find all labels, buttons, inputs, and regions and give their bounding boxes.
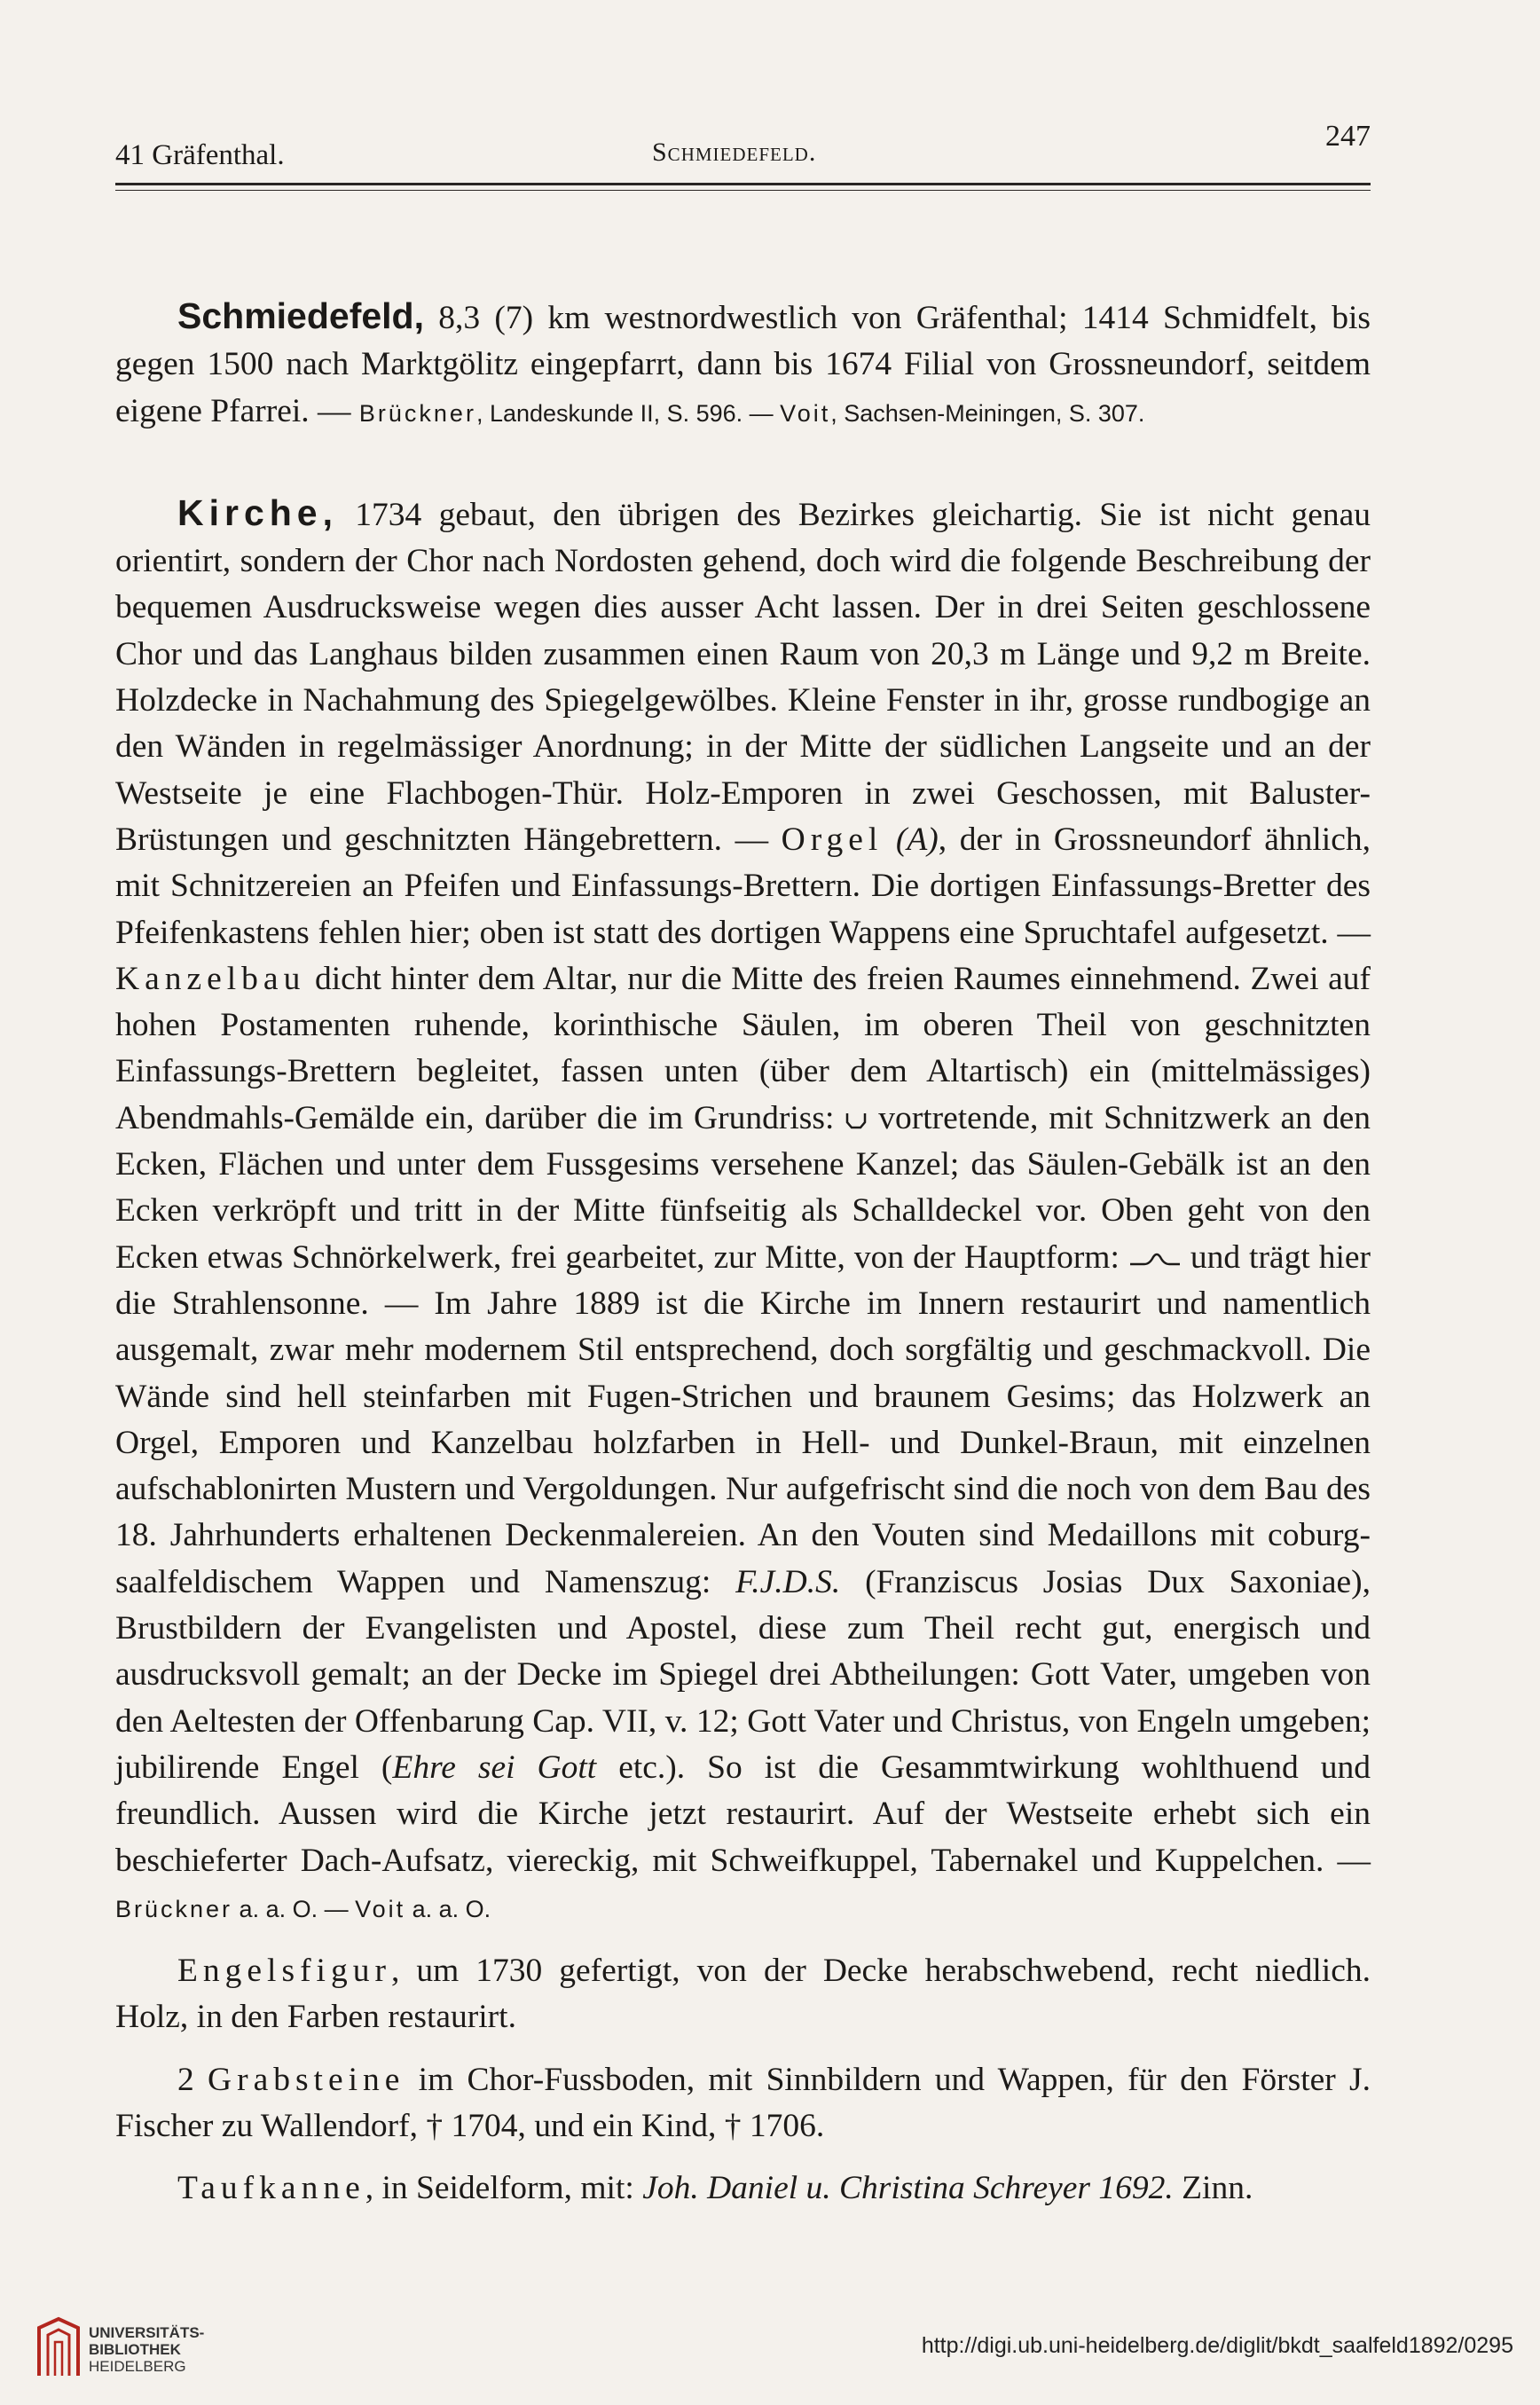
taufkanne-paragraph	[115, 2165, 1371, 2212]
taufkanne-text: , in Seidelform, mit:	[365, 2170, 643, 2207]
taufkanne-text-end: Zinn.	[1173, 2170, 1253, 2207]
grabsteine-paragraph	[115, 2057, 1371, 2150]
library-line-1: UNIVERSITÄTS-	[89, 2324, 205, 2341]
entry-heading: Schmiedefeld,	[177, 295, 424, 336]
kirche-text-6: (Franziscus Josias Dux Saxoniae), Brustbildern der Evangelisten und Apostel, diese zum Theil recht gut, energisch und ausdrucksvoll gemalt; an der Decke im Spiegel drei Abtheilungen: Gott Vater, umgeben von den Aeltesten der Offenbarung Cap. VII, v. 12; Gott Vater und Christus, von Engeln umgeben; jubilirende Engel (	[115, 1563, 1371, 1786]
library-line-3: HEIDELBERG	[89, 2358, 186, 2375]
kirche-text-3: dicht hinter dem Altar, nur die Mitte des freien Raumes einnehmend. Zwei auf hohen Postamenten ruhende, korinthische Säulen, im oberen Theil von geschnitzten Einfassungs-Brettern begleitet, fassen unten (über dem Altartisch) ein (mittelmässiges) Abendmahls-Gemälde ein, darüber die im Grundriss:	[115, 960, 1371, 1136]
header-district: 41 Gräfenthal.	[115, 139, 285, 171]
kirche-ref1-author: Brückner	[115, 1895, 233, 1922]
kirche-text-2: , der in Grossneundorf ähnlich, mit Schnitzereien an Pfeifen und Einfassungs-Brettern. Die dortigen Einfassungs-Bretter des Pfeifenkastens fehlen hier; oben ist statt des dortigen Wappens eine Spruchtafel aufgesetzt. —	[115, 821, 1371, 951]
kanzelbau-term: Kanzelbau	[115, 960, 306, 997]
header-rule-thin	[115, 190, 1371, 191]
hauptform-curve-symbol	[1128, 1250, 1182, 1268]
orgel-term: Orgel	[781, 821, 884, 858]
orgel-ref: (A)	[895, 821, 939, 858]
grabsteine-text: im Chor-Fussboden, mit Sinnbildern und Wappen, für den Förster J. Fischer zu Wallendorf, † 1704, und ein Kind, † 1706.	[115, 2061, 1371, 2144]
monogram: F.J.D.S.	[735, 1563, 841, 1600]
entry-paragraph	[115, 293, 1371, 436]
kirche-heading: Kirche,	[177, 491, 338, 533]
header-title: Schmiedefeld.	[652, 138, 817, 167]
entry-ref1-author: Brückner	[358, 399, 476, 427]
kanzel-grundriss-symbol	[845, 1111, 868, 1130]
entry-ref2-rest: , Sachsen-Meiningen, S. 307.	[830, 399, 1145, 427]
kirche-text-5: und trägt hier die Strahlensonne. — Im Jahre 1889 ist die Kirche im Innern restaurirt und namentlich ausgemalt, zwar mehr modernem Stil entsprechend, doch sorgfältig und geschmackvoll. Die Wände sind hell steinfarben mit Fugen-Strichen und braunem Gesims; das Holzwerk an Orgel, Emporen und Kanzelbau holzfarben in Hell- und Dunkel-Braun, mit einzelnen aufschablonirten Mustern und Vergoldungen. Nur aufgefrischt sind die noch von dem Bau des 18. Jahrhunderts erhaltenen Deckenmalereien. An den Vouten sind Medaillons mit coburg-saalfeldischem Wappen und Namenszug:	[115, 1238, 1371, 1600]
running-header	[115, 120, 1371, 173]
page-body	[115, 293, 1371, 2212]
grabsteine-count: 2	[177, 2061, 194, 2098]
kirche-text-7: etc.). So ist die Gesammtwirkung wohlthuend und freundlich. Aussen wird die Kirche jetzt restaurirt. Auf der Westseite erhebt sich ein beschieferter Dach-Aufsatz, viereckig, mit Schweifkuppel, Tabernakel und Kuppelchen. —	[115, 1749, 1371, 1879]
library-line-2: BIBLIOTHEK	[89, 2341, 181, 2358]
engelsfigur-text: , um 1730 gefertigt, von der Decke herabschwebend, recht niedlich. Holz, in den Farben restaurirt.	[115, 1953, 1371, 2036]
taufkanne-inscription: Joh. Daniel u. Christina Schreyer 1692.	[642, 2170, 1174, 2207]
quote-ehre-sei-gott: Ehre sei Gott	[392, 1749, 597, 1786]
kirche-text-1: 1734 gebaut, den übrigen des Bezirkes gleichartig. Sie ist nicht genau orientirt, sondern der Chor nach Nordosten gehend, doch wird die folgende Beschreibung der bequemen Ausdrucksweise wegen dies ausser Acht lassen. Der in drei Seiten geschlossene Chor und das Langhaus bilden zusammen einen Raum von 20,3 m Länge und 9,2 m Breite. Holzdecke in Nachahmung des Spiegelgewölbes. Kleine Fenster in ihr, grosse rundbogige an den Wänden in regelmässiger Anordnung; in der Mitte der südlichen Langseite und an der Westseite je eine Flachbogen-Thür. Holz-Emporen in zwei Geschossen, mit Baluster-Brüstungen und geschnitzten Hängebrettern. —	[115, 496, 1371, 858]
kirche-ref1-rest: a. a. O. —	[232, 1895, 356, 1922]
digitization-footer	[0, 2289, 1540, 2405]
section-gap	[115, 436, 1371, 490]
engelsfigur-paragraph	[115, 1948, 1371, 2041]
entry-text: 8,3 (7) km westnordwestlich von Gräfenthal; 1414 Schmidfelt, bis gegen 1500 nach Marktgölitz eingepfarrt, dann bis 1674 Filial von Grossneundorf, seitdem eigene Pfarrei. —	[115, 300, 1371, 429]
taufkanne-term: Taufkanne	[177, 2170, 365, 2207]
kirche-ref2-rest: a. a. O.	[405, 1895, 491, 1922]
page-number: 247	[1325, 120, 1371, 153]
entry-ref1-rest: , Landeskunde II, S. 596. —	[475, 399, 781, 427]
source-url-link[interactable]: http://digi.ub.uni-heidelberg.de/diglit/bkdt_saalfeld1892/0295	[921, 2333, 1513, 2358]
library-name	[89, 2324, 204, 2375]
entry-ref2-author: Voit	[780, 399, 831, 427]
header-rule-thick	[115, 183, 1371, 185]
grabsteine-term: Grabsteine	[208, 2061, 405, 2098]
ub-heidelberg-logo	[34, 2315, 83, 2379]
kirche-ref2-author: Voit	[355, 1895, 406, 1922]
engelsfigur-term: Engelsfigur	[177, 1953, 391, 1990]
kirche-paragraph	[115, 490, 1371, 1932]
kirche-text-4: vortretende, mit Schnitzwerk an den Ecken, Flächen und unter dem Fussgesims versehene Kanzel; das Säulen-Gebälk ist an den Ecken verkröpft und tritt in der Mitte fünfseitig als Schalldeckel vor. Oben geht von den Ecken etwas Schnörkelwerk, frei gearbeitet, zur Mitte, von der Hauptform:	[115, 1099, 1371, 1276]
